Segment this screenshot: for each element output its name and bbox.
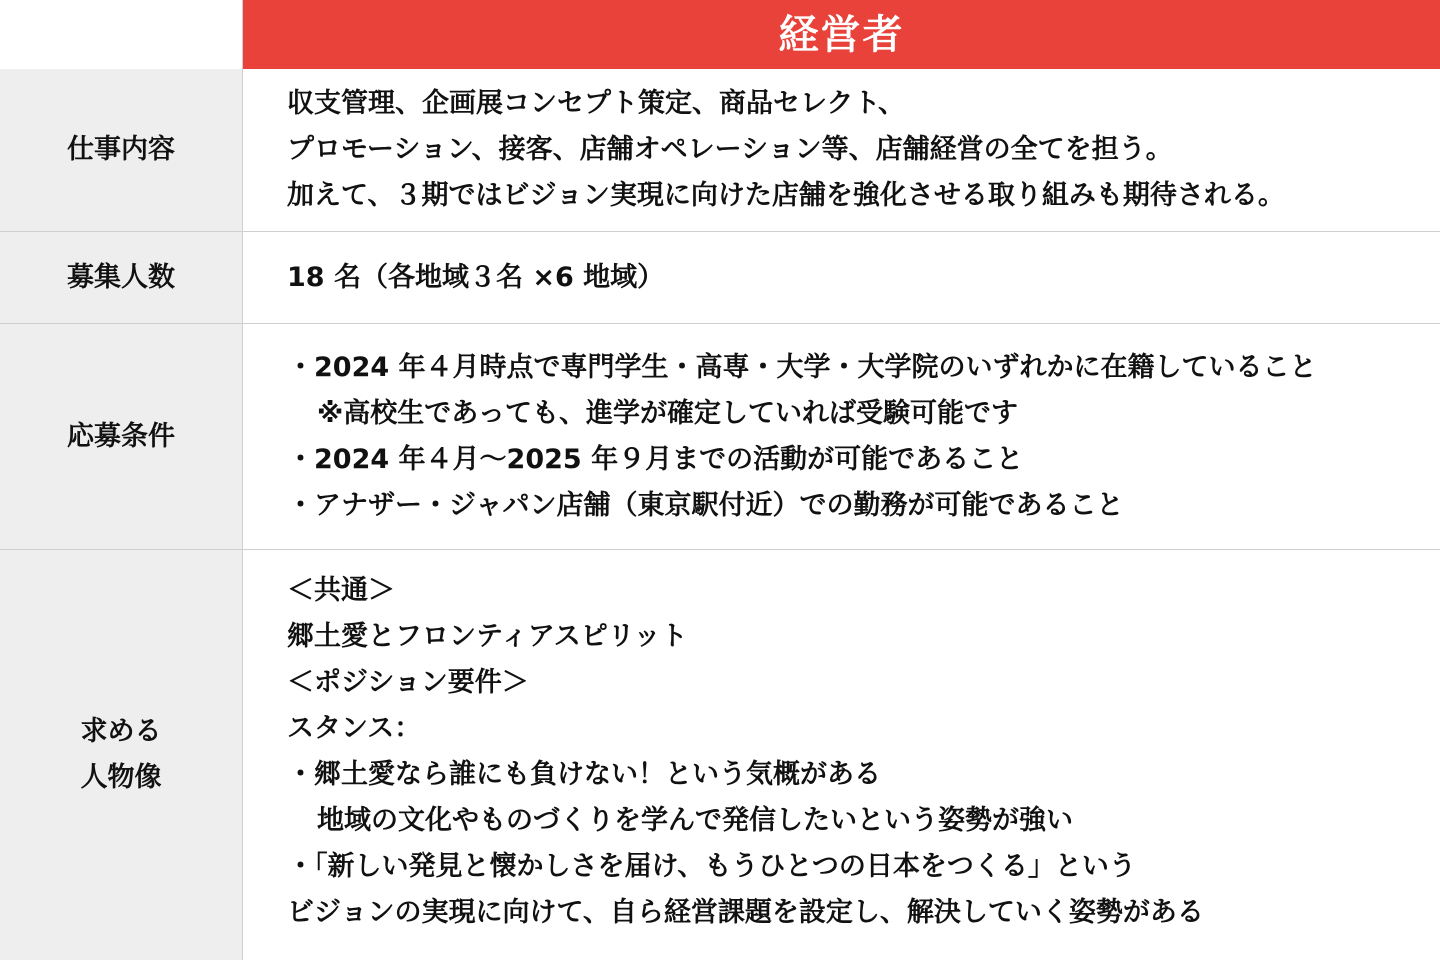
content-line: ＜ポジション要件＞ [287, 667, 529, 698]
row-label-line: 求める [80, 716, 162, 747]
table-row-job-content [0, 69, 1440, 232]
header-title: 経営者 [243, 0, 1440, 69]
table-header-row [0, 0, 1440, 69]
table-row-ideal-candidate [0, 550, 1440, 960]
row-content [243, 232, 1440, 323]
content-line: ・郷土愛なら誰にも負けない！という気概がある [287, 759, 881, 790]
content-line: ・2024 年４月〜2025 年９月までの活動が可能であること [287, 443, 1024, 475]
table-row-requirements [0, 324, 1440, 550]
row-content [243, 69, 1440, 231]
content-line: 郷土愛とフロンティアスピリット [287, 621, 688, 652]
table-row-recruit-count [0, 232, 1440, 324]
header-blank-cell [0, 0, 243, 69]
row-label [0, 550, 243, 960]
content-line: プロモーション、接客、店舗オペレーション等、店舗経営の全てを担う。 [287, 134, 1173, 165]
content-line: 収支管理、企画展コンセプト策定、商品セレクト、 [287, 88, 906, 119]
row-label: 応募条件 [0, 324, 243, 549]
row-label: 募集人数 [0, 232, 243, 323]
content-line: ・「新しい発見と懐かしさを届け、もうひとつの日本をつくる」という [287, 851, 1136, 882]
content-line: 加えて、３期ではビジョン実現に向けた店舗を強化させる取り組みも期待される。 [287, 180, 1285, 211]
content-note-line: 地域の文化やものづくりを学んで発信したいという姿勢が強い [317, 805, 1073, 836]
content-line: ＜共通＞ [287, 575, 395, 606]
row-label: 仕事内容 [0, 69, 243, 231]
content-line: 18 名（各地域３名 ×6 地域） [287, 261, 665, 293]
content-note-line: ※高校生であっても、進学が確定していれば受験可能です [317, 397, 1018, 429]
row-content [243, 324, 1440, 549]
content-line: ビジョンの実現に向けて、自ら経営課題を設定し、解決していく姿勢がある [287, 897, 1204, 928]
row-label-line: 人物像 [80, 762, 162, 793]
content-line: スタンス： [287, 713, 422, 744]
content-line: ・アナザー・ジャパン店舗（東京駅付近）での勤務が可能であること [287, 489, 1124, 521]
content-line: ・2024 年４月時点で専門学生・高専・大学・大学院のいずれかに在籍していること [287, 351, 1317, 383]
row-content [243, 550, 1440, 960]
